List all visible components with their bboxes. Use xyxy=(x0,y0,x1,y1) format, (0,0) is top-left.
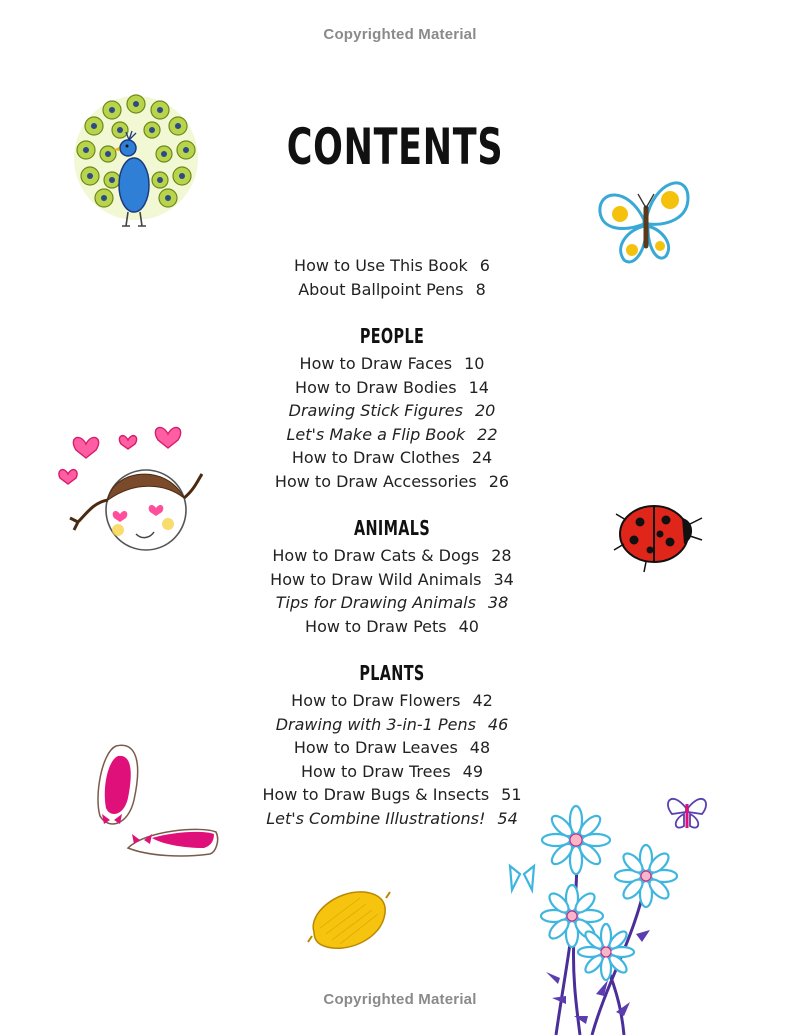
toc-entry-page: 22 xyxy=(477,424,498,444)
section-heading: PEOPLE xyxy=(359,324,425,348)
toc-entry xyxy=(0,570,784,590)
toc-entry-title: How to Draw Pets xyxy=(305,616,447,636)
toc-entry xyxy=(0,593,784,613)
toc-entry xyxy=(0,738,784,758)
toc-entry-page: 40 xyxy=(458,616,479,636)
copyright-footer: Copyrighted Material xyxy=(323,991,477,1008)
toc-entry-page: 49 xyxy=(462,761,484,781)
toc-entry-page: 46 xyxy=(487,714,509,734)
toc-entry xyxy=(0,762,784,782)
toc-entry xyxy=(0,280,784,300)
toc-entry xyxy=(0,448,784,468)
toc-entry-page: 54 xyxy=(497,809,518,828)
toc-entry-page: 14 xyxy=(468,377,489,397)
section-heading: PLANTS xyxy=(359,661,425,685)
toc-entry xyxy=(0,691,784,711)
toc-entry-page: 10 xyxy=(464,354,485,373)
toc-entry xyxy=(0,785,784,805)
toc-entry xyxy=(0,378,784,398)
toc-entry-title: How to Draw Accessories xyxy=(274,472,477,491)
toc-entry xyxy=(0,354,784,374)
toc-entry-page: 24 xyxy=(471,448,493,468)
toc-entry-page: 6 xyxy=(479,256,490,275)
copyright-header: Copyrighted Material xyxy=(323,26,477,43)
toc-entry xyxy=(0,425,784,445)
toc-entry-title: Drawing Stick Figures xyxy=(288,401,463,421)
toc-entry-title: About Ballpoint Pens xyxy=(298,279,464,299)
toc-entry-page: 42 xyxy=(472,691,493,710)
page-title: CONTENTS xyxy=(286,118,504,176)
toc-entry-page: 26 xyxy=(488,472,510,491)
toc-entry-title: How to Draw Cats & Dogs xyxy=(272,546,480,565)
toc-entry-page: 34 xyxy=(493,569,514,589)
toc-entry-title: How to Draw Clothes xyxy=(291,448,460,468)
toc-entry xyxy=(0,809,784,829)
toc-entry xyxy=(0,401,784,421)
toc-entry-page: 38 xyxy=(487,593,509,613)
toc-entry-title: Drawing with 3-in-1 Pens xyxy=(275,714,476,734)
toc-entry xyxy=(0,546,784,566)
toc-entry xyxy=(0,256,784,276)
toc-entry xyxy=(0,715,784,735)
toc-entry-page: 8 xyxy=(475,279,486,299)
toc-entry-page: 48 xyxy=(469,738,491,758)
toc-entry-page: 51 xyxy=(501,785,522,805)
toc-entry-title: How to Draw Trees xyxy=(300,761,451,781)
toc-entry-title: Let's Combine Illustrations! xyxy=(266,809,486,828)
toc-entry-title: Let's Make a Flip Book xyxy=(286,424,466,444)
toc-entry-title: How to Draw Bodies xyxy=(295,377,457,397)
toc-entry xyxy=(0,617,784,637)
toc-entry-title: How to Draw Faces xyxy=(299,354,453,373)
toc-entry xyxy=(0,472,784,492)
toc-entry-title: How to Draw Wild Animals xyxy=(270,569,482,589)
toc-entry-page: 28 xyxy=(491,546,512,565)
toc-entry-title: How to Use This Book xyxy=(294,256,468,275)
toc-entry-title: Tips for Drawing Animals xyxy=(275,593,476,613)
toc-entry-title: How to Draw Leaves xyxy=(293,738,458,758)
toc-entry-title: How to Draw Flowers xyxy=(291,691,461,710)
toc-entry-page: 20 xyxy=(474,401,496,421)
section-heading: ANIMALS xyxy=(353,516,431,540)
toc-entry-title: How to Draw Bugs & Insects xyxy=(262,785,490,805)
